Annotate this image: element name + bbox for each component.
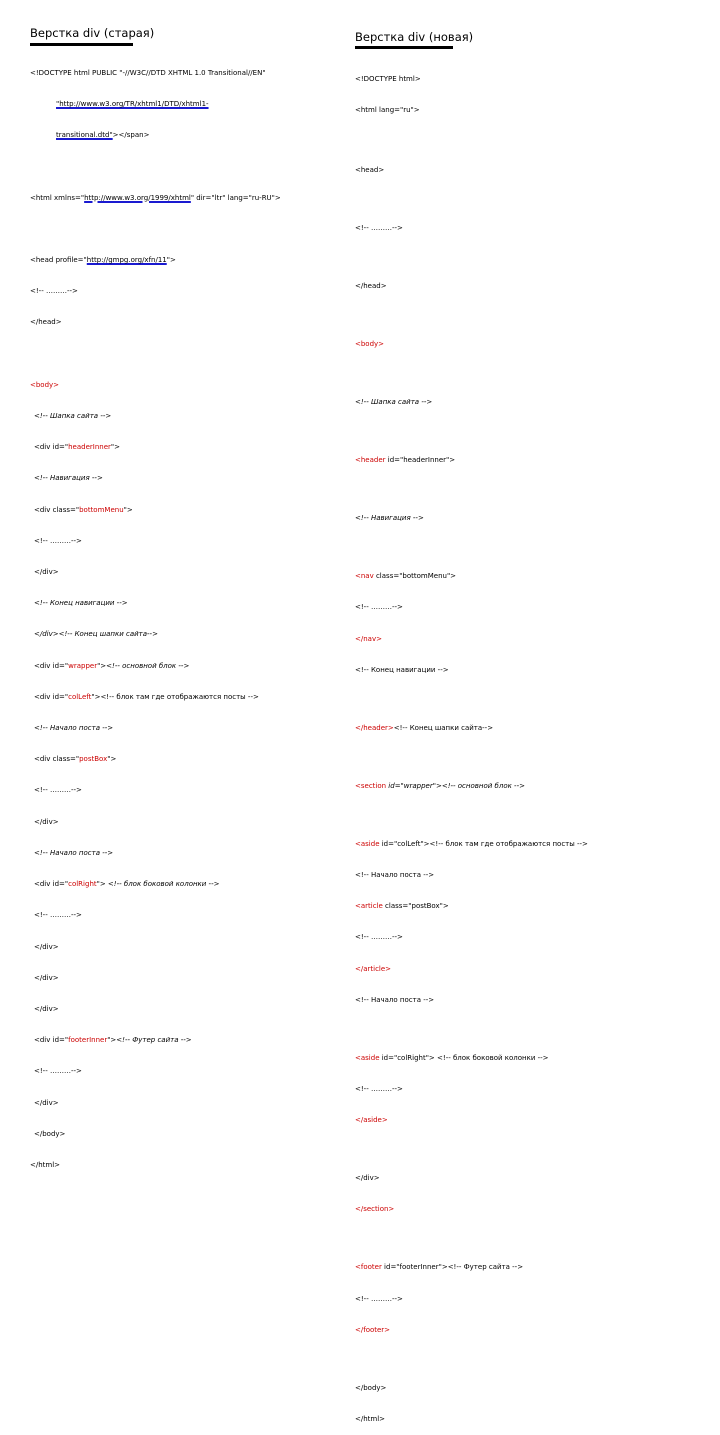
- code-line: </div>: [34, 568, 59, 577]
- code-line: </div>: [34, 973, 59, 982]
- code-line: </div><!-- Конец шапки сайта-->: [34, 630, 158, 639]
- code-line: <!-- Шапка сайта -->: [34, 412, 112, 421]
- right-title: Верстка div (новая): [355, 30, 474, 44]
- code-line: </html>: [355, 1415, 386, 1424]
- code-line: <head profile="http://gmpg.org/xfn/11">: [30, 256, 176, 265]
- code-line: <!-- ………-->: [355, 603, 403, 612]
- code-line: </nav>: [355, 634, 382, 643]
- code-line: </body>: [34, 1129, 66, 1138]
- code-line: </head>: [30, 318, 62, 327]
- code-line: <div id="wrapper"><!-- основной блок -->: [34, 661, 190, 670]
- code-line: <!-- Начало поста -->: [34, 848, 114, 857]
- code-line: <!-- ………-->: [34, 1067, 82, 1076]
- code-line: <article class="postBox">: [355, 902, 449, 911]
- code-line: transitional.dtd"></span>: [56, 131, 150, 140]
- right-title-underline: [355, 46, 453, 49]
- code-line: <!-- ………-->: [34, 786, 82, 795]
- code-line: <nav class="bottomMenu">: [355, 572, 457, 581]
- code-line: </div>: [34, 1004, 59, 1013]
- code-line: <footer id="footerInner"><!-- Футер сайта -->: [355, 1263, 524, 1272]
- code-line: </article>: [355, 964, 392, 973]
- code-line: </html>: [30, 1160, 61, 1169]
- code-line: </head>: [355, 282, 387, 291]
- left-title: Верстка div (старая): [30, 26, 155, 40]
- code-line: <!-- Навигация -->: [34, 474, 103, 483]
- code-line: "http://www.w3.org/TR/xhtml1/DTD/xhtml1-: [56, 100, 209, 109]
- code-line: <!-- ………-->: [30, 287, 78, 296]
- code-line: </div>: [34, 942, 59, 951]
- code-line: <div id="footerInner"><!-- Футер сайта -->: [34, 1036, 192, 1045]
- code-line: </footer>: [355, 1325, 391, 1334]
- code-line: <!-- Начало поста -->: [355, 995, 435, 1004]
- code-line: <!-- Навигация -->: [355, 514, 424, 523]
- code-line: <aside id="colLeft"><!-- блок там где отображаются посты -->: [355, 839, 588, 848]
- code-line: <div id="headerInner">: [34, 443, 120, 452]
- code-line: <body>: [30, 380, 60, 389]
- code-line: <!-- Начало поста -->: [34, 724, 114, 733]
- code-line: <header id="headerInner">: [355, 456, 456, 465]
- code-line: </aside>: [355, 1116, 388, 1125]
- code-line: </body>: [355, 1383, 387, 1392]
- code-line: </header><!-- Конец шапки сайта-->: [355, 723, 494, 732]
- code-line: <body>: [355, 340, 385, 349]
- code-line: <section id="wrapper"><!-- основной блок -->: [355, 781, 525, 790]
- code-line: </div>: [355, 1174, 380, 1183]
- code-line: <html xmlns="http://www.w3.org/1999/xhtml" dir="ltr" lang="ru-RU">: [30, 193, 281, 202]
- code-line: <aside id="colRight"> <!-- блок боковой колонки -->: [355, 1053, 549, 1062]
- code-line: <html lang="ru">: [355, 106, 420, 115]
- code-line: <!-- Конец навигации -->: [355, 665, 449, 674]
- code-line: <!-- ………-->: [34, 911, 82, 920]
- code-line: <!-- Конец навигации -->: [34, 599, 128, 608]
- right-code-block: [355, 53, 588, 1435]
- code-line: <!-- Начало поста -->: [355, 871, 435, 879]
- code-line: <div class="postBox">: [34, 755, 117, 764]
- code-line: <!-- ………-->: [34, 536, 82, 545]
- code-line: <div class="bottomMenu">: [34, 505, 133, 514]
- code-line: </div>: [34, 817, 59, 826]
- code-line: <!DOCTYPE html>: [355, 74, 421, 83]
- left-code-block: [30, 47, 281, 1181]
- code-line: <!-- ………-->: [355, 1294, 403, 1303]
- code-line: <!-- Шапка сайта -->: [355, 398, 433, 407]
- code-line: <div id="colRight"> <!-- блок боковой колонки -->: [34, 880, 220, 889]
- code-line: <head>: [355, 166, 385, 175]
- code-line: <!-- ………-->: [355, 933, 403, 942]
- code-line: <!-- ………-->: [355, 1085, 403, 1094]
- left-title-underline: [30, 43, 133, 46]
- code-line: </div>: [34, 1098, 59, 1107]
- code-line: </section>: [355, 1205, 395, 1214]
- code-line: <!-- ………-->: [355, 224, 403, 233]
- code-line: <!DOCTYPE html PUBLIC "-//W3C//DTD XHTML 1.0 Transitional//EN": [30, 68, 266, 77]
- code-line: <div id="colLeft"><!-- блок там где отображаются посты -->: [34, 692, 259, 701]
